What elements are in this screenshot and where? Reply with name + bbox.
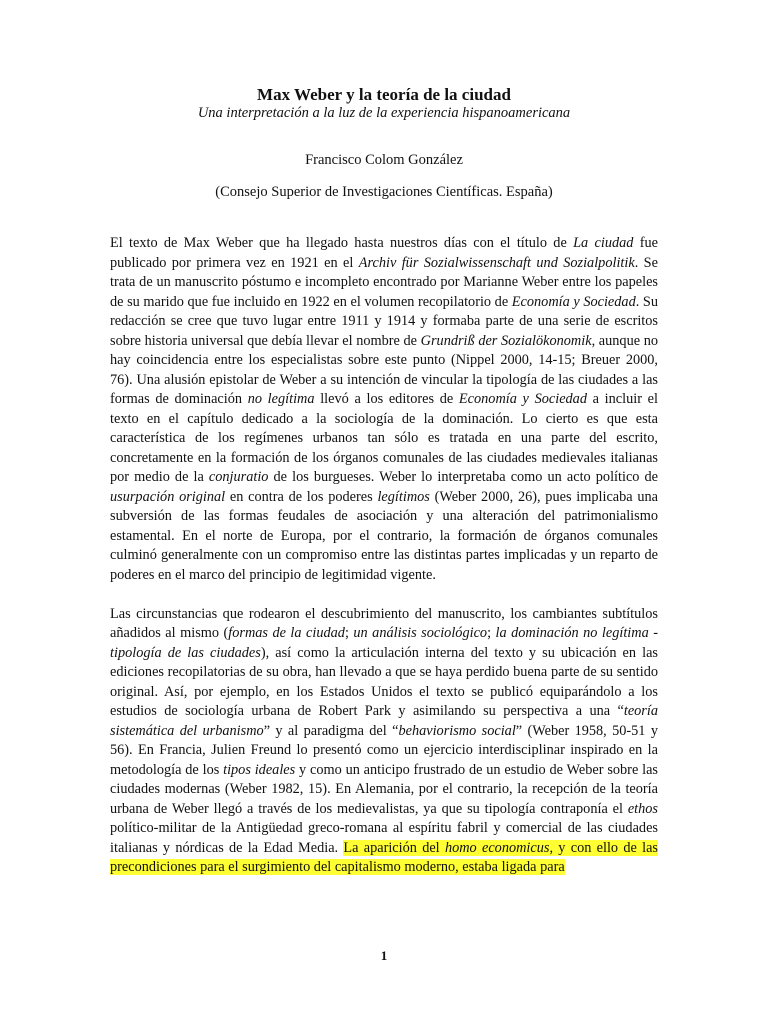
text-run: político-militar de la Antigüedad greco-romana al espíritu fabril y comercial de las ciudades italianas y nórdicas de la Edad Media. [110,820,658,856]
text-run: llevó a los editores de [314,391,459,407]
highlighted-text: La aparición del [343,839,445,856]
text-run: , aunque no hay coincidencia entre los especialistas sobre este punto (Nippel 2000, 14-15; Breuer 2000, 76). Una alusión epistolar de Weber a su intención de vincular la tipología de las ciudades a las formas de dominación [110,332,658,407]
italic-text: Archiv für Sozialwissenschaft und Sozialpolitik [358,254,635,271]
italic-text: La ciudad [573,235,634,251]
paragraph-2 [110,605,658,878]
italic-text: tipos ideales [223,761,296,778]
page-number: 1 [380,948,388,963]
text-run: fue publicado por primera vez en 1921 en el [110,235,658,271]
italic-text: teoría sistemática del urbanismo [110,703,658,739]
italic-text: homo economicus [444,839,550,856]
text-run: a incluir el texto en el capítulo dedicado a la sociología de la dominación. Lo cierto es que esta característica de los regímenes urbanos tan sólo es tratada en una parte del escrito, concretamente en la formación de los órganos comunales de las ciudades medievales italianas por medio de la [110,391,658,485]
text-run: ; [487,625,496,641]
text-run: . Su redacción se cree que tuvo lugar entre 1911 y 1914 y formaba parte de una serie de escritos sobre historia universal que debía llevar el nombre de [110,293,659,349]
text-run: ” y al paradigma del “ [263,722,399,739]
paragraph-1 [110,234,658,585]
text-run: ), así como la articulación interna del texto y su ubicación en las ediciones recopilatorias de su obra, han llevado a que se haya perdido buena parte de su sentido original. Así, por ejemplo, en los Estados Unidos el texto se publicó equiparándolo a los estudios de sociología urbana de Robert Park y asimilando su perspectiva a una “ [110,644,658,719]
italic-text: behaviorismo social [398,722,516,739]
text-run: y como un anticipo frustrado de un estudio de Weber sobre las ciudades modernas (Weber 1982, 15). En Alemania, por el contrario, la recepción de la teoría urbana de Weber llegó a través de los medievalistas, ya que su tipología contraponía el [110,761,658,817]
text-run: . Se trata de un manuscrito póstumo e incompleto encontrado por Marianne Weber entre los papeles de su marido que fue incluido en 1922 en el volumen recopilatorio de [110,254,658,310]
text-run: en contra de los poderes [225,488,378,505]
text-run: ; [344,625,354,641]
italic-text: formas de la ciudad [228,625,345,641]
author-affiliation: (Consejo Superior de Investigaciones Científicas. España) [215,184,553,200]
italic-text: un análisis sociológico [353,625,488,641]
italic-text: Economía y Sociedad [458,391,587,407]
text-run: (Weber 2000, 26), pues implicaba una subversión de las formas feudales de asociación y una alteración del patrimonialismo estamental. En el norte de Europa, por el contrario, la formación de órganos comunales culminó generalmente con un compromiso entre las distintas partes implicadas y un reparto de poderes en el marco del principio de legitimidad vigente. [110,488,659,583]
paper-title: Max Weber y la teoría de la ciudad [257,85,511,104]
italic-text: Economía y Sociedad [511,293,636,310]
text-run: El texto de Max Weber que ha llegado hasta nuestros días con el título de [110,235,574,251]
paper-subtitle: Una interpretación a la luz de la experiencia hispanoamericana [197,105,571,121]
italic-text: Grundriß der Sozialökonomik [420,332,592,349]
italic-text: usurpación original [110,488,226,505]
italic-text: ethos [627,800,658,817]
author-name: Francisco Colom González [305,152,463,168]
text-run: de los burgueses. Weber lo interpretaba como un acto político de [268,469,659,485]
italic-text: no legítima [247,391,315,407]
text-run: Las circunstancias que rodearon el descubrimiento del manuscrito, los cambiantes subtítulos añadidos al mismo ( [110,605,658,641]
italic-text: conjuratio [208,469,269,485]
italic-text: legítimos [377,488,430,505]
italic-text: la dominación no legítima - tipología de las ciudades [110,625,658,661]
highlighted-text: , y con ello de las precondiciones para el surgimiento del capitalismo moderno, estaba ligada para [110,839,658,875]
text-run: ” (Weber 1958, 50-51 y 56). En Francia, Julien Freund lo presentó como un ejercicio interdisciplinar inspirado en la metodología de los [110,722,658,778]
body-text [110,234,658,897]
